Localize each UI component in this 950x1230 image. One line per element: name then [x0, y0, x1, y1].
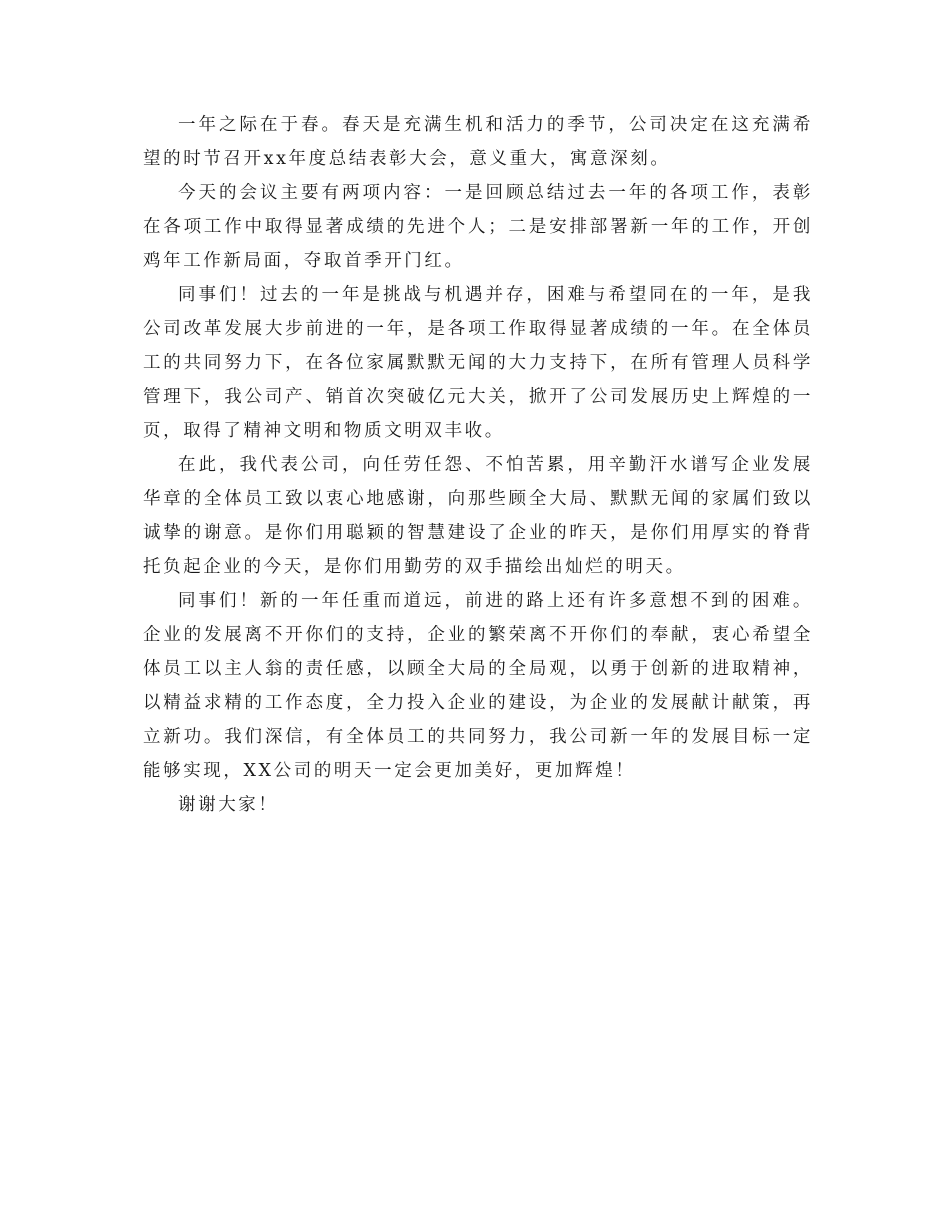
paragraph-4: 在此，我代表公司，向任劳任怨、不怕苦累，用辛勤汗水谱写企业发展华章的全体员工致以衷心地感谢，向那些顾全大局、默默无闻的家属们致以诚挚的谢意。是你们用聪颖的智慧建设了企业的昨天，是你们用厚实的脊背托负起企业的今天，是你们用勤劳的双手描绘出灿烂的明天。	[143, 455, 813, 577]
paragraph-5: 同事们！新的一年任重而道远，前进的路上还有许多意想不到的困难。企业的发展离不开你们的支持，企业的繁荣离不开你们的奉献，衷心希望全体员工以主人翁的责任感，以顾全大局的全局观，以勇于创新的进取精神，以精益求精的工作态度，全力投入企业的建设，为企业的发展献计献策，再立新功。我们深信，有全体员工的共同努力，我公司新一年的发展目标一定能够实现，XX公司的明天一定会更加美好，更加辉煌！	[143, 591, 813, 781]
document-body	[143, 108, 813, 822]
paragraph-2: 今天的会议主要有两项内容：一是回顾总结过去一年的各项工作，表彰在各项工作中取得显著成绩的先进个人；二是安排部署新一年的工作，开创鸡年工作新局面，夺取首季开门红。	[143, 183, 813, 271]
paragraph-1: 一年之际在于春。春天是充满生机和活力的季节，公司决定在这充满希望的时节召开xx年度总结表彰大会，意义重大，寓意深刻。	[143, 115, 813, 169]
paragraph-6: 谢谢大家！	[178, 795, 279, 815]
paragraph-3: 同事们！过去的一年是挑战与机遇并存，困难与希望同在的一年，是我公司改革发展大步前进的一年，是各项工作取得显著成绩的一年。在全体员工的共同努力下，在各位家属默默无闻的大力支持下，在所有管理人员科学管理下，我公司产、销首次突破亿元大关，掀开了公司发展历史上辉煌的一页，取得了精神文明和物质文明双丰收。	[143, 285, 813, 441]
